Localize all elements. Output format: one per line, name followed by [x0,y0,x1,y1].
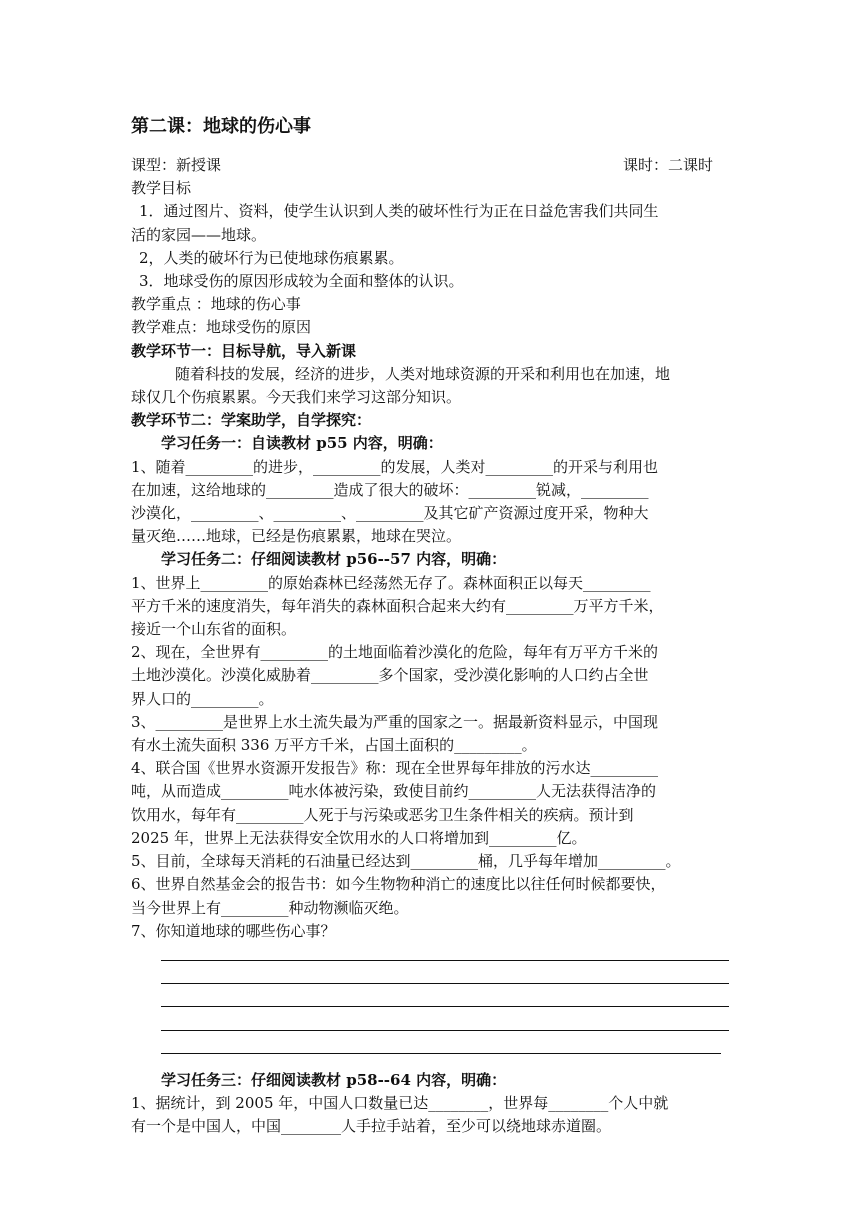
task2-q1-line-a: 1、世界上_________的原始森林已经荡然无存了。森林面积正以每天_________ [131,573,651,592]
task2-q2-line-c: 界人口的_________。 [131,689,274,708]
objective-1-line-b: 活的家园——地球。 [131,225,267,244]
answer-line[interactable] [161,1036,721,1059]
spacer [131,1059,731,1069]
task3-heading: 学习任务三：仔细阅读教材 p58--64 内容，明确： [161,1070,507,1089]
task2-q7: 7、你知道地球的哪些伤心事？ [131,921,336,940]
task2-q3-line-b: 有水土流失面积 336 万平方千米，占国土面积的_________。 [131,736,537,755]
task1-line-1: 1、随着_________的进步，_________的发展，人类对_________的开采与利用也 [131,457,659,476]
lesson-title: 第二课：地球的伤心事 [131,116,311,137]
task2-q1-line-c: 接近一个山东省的面积。 [131,620,297,639]
document-page [131,114,731,1138]
task2-q1-line-b: 平方千米的速度消失，每年消失的森林面积合起来大约有_________万平方千米， [131,596,664,615]
task2-heading: 学习任务二：仔细阅读教材 p56--57 内容，明确： [161,550,507,569]
task2-q2-line-b: 土地沙漠化。沙漠化威胁着_________多个国家，受沙漠化影响的人口约占全世 [131,666,649,685]
task2-q4-line-c: 饮用水，每年有_________人死于与污染或恶劣卫生条件相关的疾病。预计到 [131,805,634,824]
answer-line[interactable] [161,943,729,966]
answer-line[interactable] [161,966,729,989]
task2-q2-line-a: 2、现在，全世界有_________的土地面临着沙漠化的危险，每年有万平方千米的 [131,643,659,662]
objective-3: 3．地球受伤的原因形成较为全面和整体的认识。 [139,272,464,291]
task2-q4-line-a: 4、联合国《世界水资源开发报告》称：现在全世界每年排放的污水达_________ [131,759,659,778]
task2-q6-line-a: 6、世界自然基金会的报告书：如今生物物种消亡的速度比以往任何时候都要快， [131,875,666,894]
task2-q4-line-d: 2025 年，世界上无法获得安全饮用水的人口将增加到_________亿。 [131,828,587,847]
objective-2: 2，人类的破坏行为已使地球伤痕累累。 [139,248,404,267]
task2-q6-line-b: 当今世界上有_________种动物濒临灭绝。 [131,898,409,917]
task3-q1-line-a: 1、据统计，到 2005 年，中国人口数量已达________，世界每________个人中就 [131,1094,669,1113]
section2-heading: 教学环节二：学案助学，自学探究： [131,411,372,430]
task2-q5: 5、目前，全球每天消耗的石油量已经达到_________桶，几乎每年增加_________。 [131,852,681,871]
task3-q1-line-b: 有一个是中国人，中国________人手拉手站着，至少可以绕地球赤道圈。 [131,1117,612,1136]
task2-q3-line-a: 3、_________是世界上水土流失最为严重的国家之一。据最新资料显示，中国现 [131,712,659,731]
task2-q4-line-b: 吨，从而造成_________吨水体被污染，致使目前约_________人无法获得洁净的 [131,782,657,801]
section1-paragraph-a: 随着科技的发展，经济的进步，人类对地球资源的开采和利用也在加速，地 [175,364,671,383]
section1-heading: 教学环节一：目标导航，导入新课 [131,341,357,360]
task1-line-3: 沙漠化，_________、_________、_________及其它矿产资源过度开采，物种大 [131,504,649,523]
key-point: 教学重点 ：地球的伤心事 [131,295,301,314]
answer-line[interactable] [161,1012,729,1035]
task1-heading: 学习任务一：自读教材 p55 内容，明确： [161,434,443,453]
lesson-type: 课型：新授课 [131,156,222,174]
objectives-heading: 教学目标 [131,179,192,198]
section1-paragraph-b: 球仅几个伤痕累累。今天我们来学习这部分知识。 [131,388,462,407]
lesson-meta [131,154,731,177]
difficult-point: 教学难点：地球受伤的原因 [131,318,312,337]
objective-1-line-a: 1．通过图片、资料，使学生认识到人类的破坏性行为正在日益危害我们共同生 [139,202,659,221]
answer-line[interactable] [161,989,729,1012]
lesson-hours: 课时：二课时 [622,156,713,174]
task1-line-4: 量灭绝……地球，已经是伤痕累累，地球在哭泣。 [131,527,462,546]
task1-line-2: 在加速，这给地球的_________造成了很大的破坏：_________锐减，_________ [131,480,649,499]
